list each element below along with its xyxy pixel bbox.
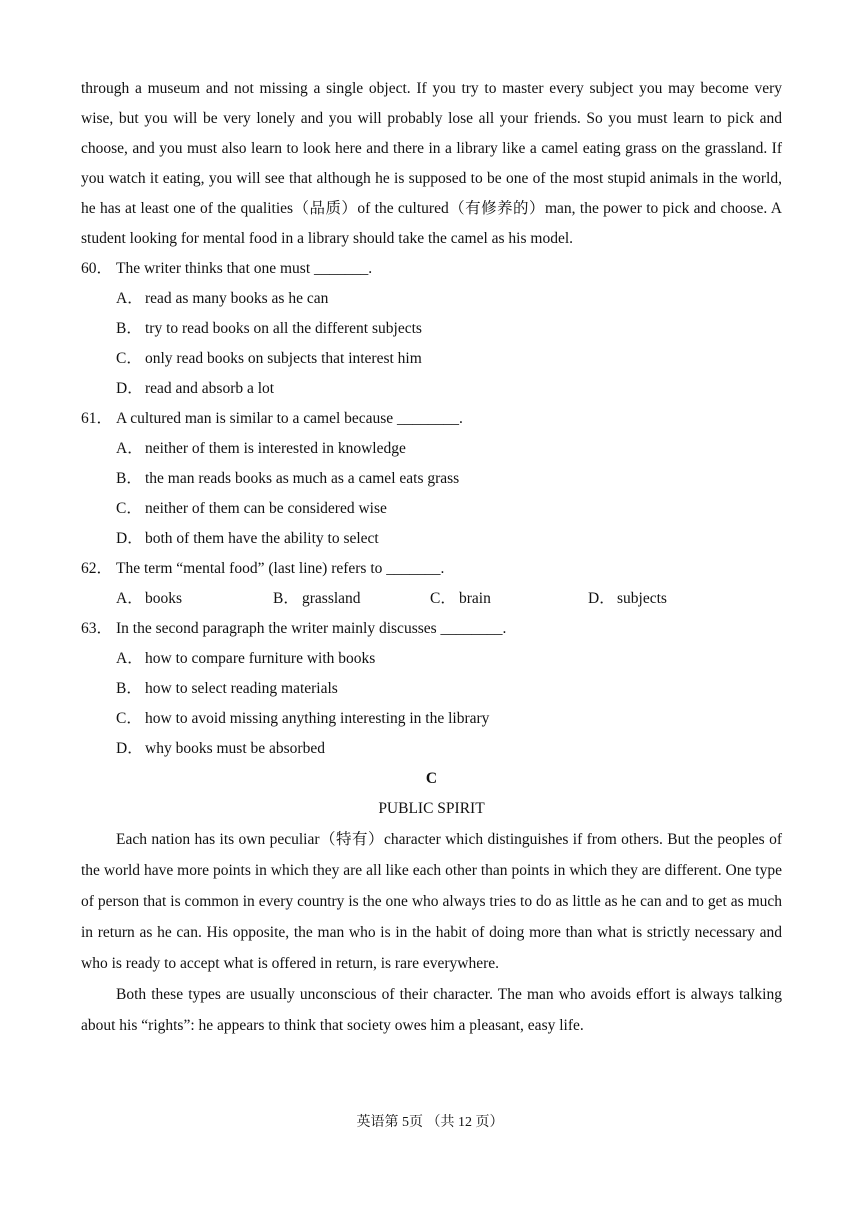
option-d: D． read and absorb a lot	[116, 380, 275, 397]
option-d: D． why books must be absorbed	[116, 740, 325, 757]
question-number: 60．	[81, 260, 113, 277]
option-b: B． how to select reading materials	[116, 680, 338, 697]
passage-b-continuation: through a museum and not missing a single object. If you try to master every subject you may become very wise, but you will be very lonely and you will probably lose all your friends. So you must learn to pick and choose, and you must also learn to look here and there in a library like a camel eating grass on the grassland. If you watch it eating, you will see that although he is supposed to be one of the most stupid animals in the world, he has at least one of the qualities（品质）of the cultured（有修养的）man, the power to pick and choose. A student looking for mental food in a library should take the camel as his model.	[81, 80, 782, 247]
option-a: A． how to compare furniture with books	[116, 650, 376, 667]
option-a: A． read as many books as he can	[116, 290, 329, 307]
question-62	[81, 554, 782, 614]
question-stem	[81, 404, 782, 434]
question-63	[81, 614, 782, 764]
option-d: D． subjects	[588, 590, 667, 607]
option-c: C． brain	[430, 590, 491, 607]
page-footer: 英语第 5页 （共 12 页）	[356, 1115, 504, 1130]
question-number: 63．	[81, 620, 113, 637]
question-text: The writer thinks that one must _______.	[116, 260, 373, 277]
question-text: A cultured man is similar to a camel because ________.	[116, 410, 463, 427]
question-text: The term “mental food” (last line) refers to _______.	[116, 560, 445, 577]
question-stem	[81, 254, 782, 284]
passage-title: PUBLIC SPIRIT	[378, 800, 485, 817]
option-c: C． only read books on subjects that interest him	[116, 350, 422, 367]
passage-c-paragraph-1: Each nation has its own peculiar（特有）character which distinguishes if from others. But the peoples of the world have more points in which they are all like each other than points in which they are different. One type of person that is common in every country is the one who always tries to do as little as he can and to get as much in return as he can. His opposite, the man who is in the habit of doing more than what is strictly necessary and who is ready to accept what is offered in return, is rare everywhere.	[81, 831, 782, 972]
option-c: C． how to avoid missing anything interesting in the library	[116, 710, 490, 727]
option-d: D． both of them have the ability to select	[116, 530, 379, 547]
question-stem	[81, 614, 782, 644]
option-b: B． grassland	[273, 590, 361, 607]
option-c: C． neither of them can be considered wise	[116, 500, 387, 517]
option-a: A． neither of them is interested in knowledge	[116, 440, 406, 457]
option-row	[116, 584, 782, 614]
option-b: B． the man reads books as much as a camel eats grass	[116, 470, 460, 487]
question-number: 61．	[81, 410, 113, 427]
question-text: In the second paragraph the writer mainly discusses ________.	[116, 620, 507, 637]
question-61	[81, 404, 782, 554]
question-number: 62．	[81, 560, 113, 577]
option-a: A． books	[116, 590, 183, 607]
option-b: B． try to read books on all the different subjects	[116, 320, 422, 337]
section-letter: C	[425, 770, 438, 787]
exam-page-content	[81, 74, 782, 1041]
passage-c-paragraph-2: Both these types are usually unconscious of their character. The man who avoids effort is always talking about his “rights”: he appears to think that society owes him a pleasant, easy life.	[81, 986, 782, 1034]
question-stem	[81, 554, 782, 584]
question-60	[81, 254, 782, 404]
